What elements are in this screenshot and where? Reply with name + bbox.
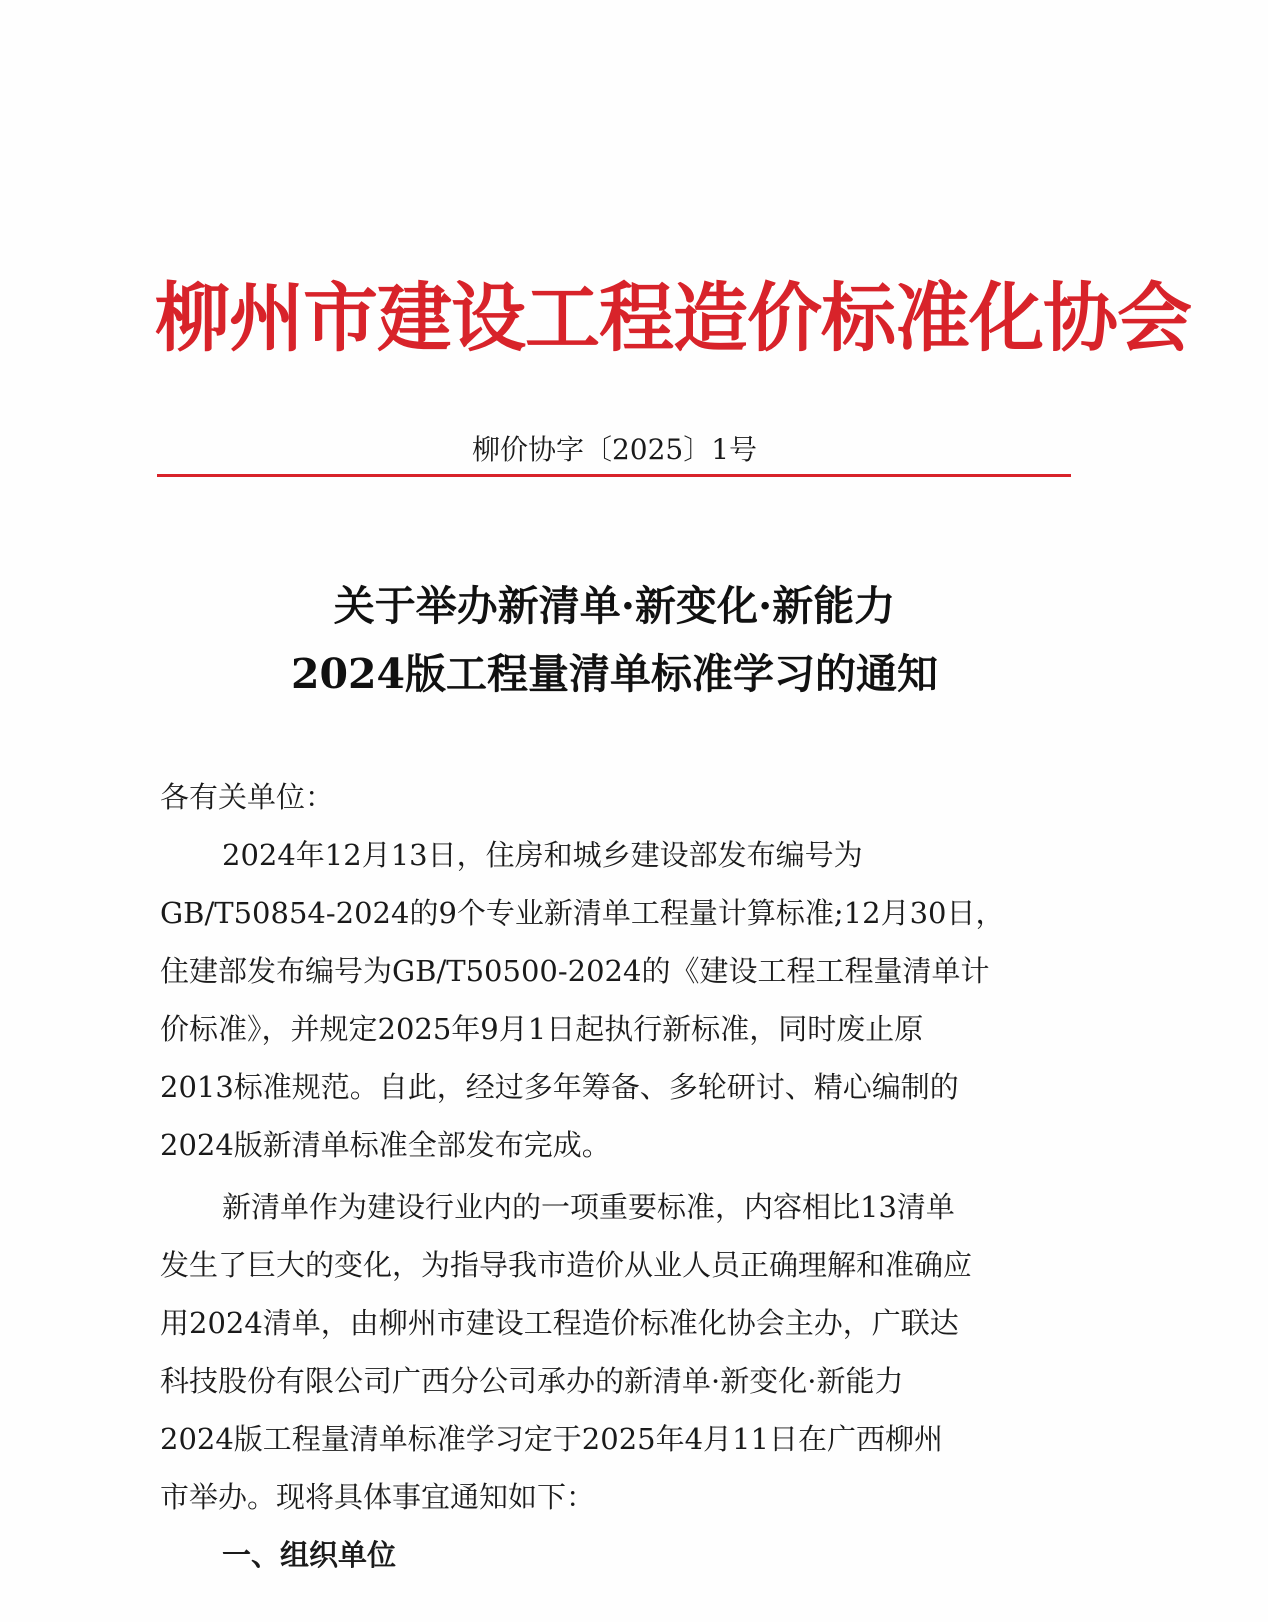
notice-body <box>160 768 1080 1584</box>
notice-title-line-1: 关于举办新清单·新变化·新能力 <box>333 582 896 630</box>
paragraph-2-line: 用2024清单，由柳州市建设工程造价标准化协会主办，广联达 <box>160 1306 959 1340</box>
section-heading-organizers: 一、组织单位 <box>222 1538 397 1572</box>
paragraph-1-line: 住建部发布编号为GB/T50500-2024的《建设工程工程量清单计 <box>160 954 990 988</box>
organization-header: 柳州市建设工程造价标准化协会 <box>155 274 1192 362</box>
salutation: 各有关单位： <box>160 780 335 814</box>
paragraph-1 <box>160 826 1080 1174</box>
header-red-divider <box>157 474 1071 477</box>
paragraph-1-line: 2024年12月13日，住房和城乡建设部发布编号为 <box>222 838 863 872</box>
paragraph-2-line: 科技股份有限公司广西分公司承办的新清单·新变化·新能力 <box>160 1364 904 1398</box>
paragraph-1-line: 2013标准规范。自此，经过多年筹备、多轮研讨、精心编制的 <box>160 1070 959 1104</box>
paragraph-1-line: GB/T50854-2024的9个专业新清单工程量计算标准;12月30日， <box>160 896 1005 930</box>
paragraph-2 <box>160 1178 1080 1526</box>
notice-title-line-2: 2024版工程量清单标准学习的通知 <box>290 650 939 698</box>
document-number: 柳价协字〔2025〕1号 <box>471 433 758 466</box>
paragraph-1-line: 价标准》，并规定2025年9月1日起执行新标准，同时废止原 <box>160 1012 924 1046</box>
notice-title <box>157 572 1072 708</box>
paragraph-2-line: 发生了巨大的变化，为指导我市造价从业人员正确理解和准确应 <box>160 1248 973 1282</box>
paragraph-2-line: 新清单作为建设行业内的一项重要标准，内容相比13清单 <box>222 1190 955 1224</box>
paragraph-2-line: 市举办。现将具体事宜通知如下： <box>160 1480 596 1514</box>
paragraph-1-line: 2024版新清单标准全部发布完成。 <box>160 1128 611 1162</box>
paragraph-2-line: 2024版工程量清单标准学习定于2025年4月11日在广西柳州 <box>160 1422 943 1456</box>
